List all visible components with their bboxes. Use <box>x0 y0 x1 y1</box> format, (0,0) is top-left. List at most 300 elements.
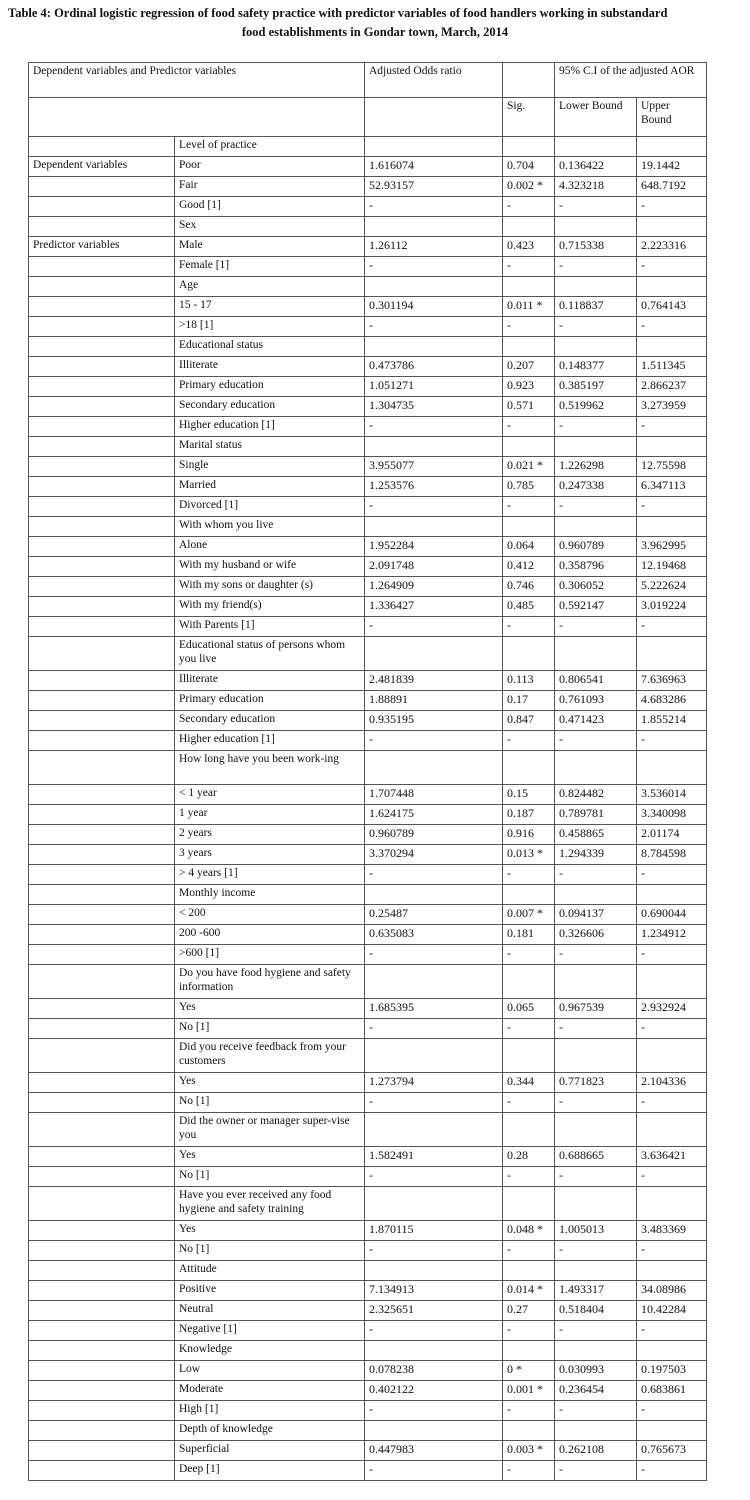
row-aor-cell: - <box>365 1167 503 1187</box>
row-group-cell <box>29 537 175 557</box>
row-variable-cell: Yes <box>175 1073 365 1093</box>
row-aor-cell: 0.402122 <box>365 1381 503 1401</box>
header-blank <box>503 63 555 98</box>
row-upper-cell <box>637 217 707 237</box>
row-group-cell <box>29 1167 175 1187</box>
row-variable-cell: 15 - 17 <box>175 297 365 317</box>
row-variable-cell: Educational status of persons whom you live <box>175 637 365 671</box>
row-aor-cell: - <box>365 1401 503 1421</box>
row-variable-cell: Superficial <box>175 1441 365 1461</box>
row-sig-cell: - <box>503 617 555 637</box>
row-aor-cell: 1.304735 <box>365 397 503 417</box>
row-lower-cell <box>555 1039 637 1073</box>
row-variable-cell: Educational status <box>175 337 365 357</box>
table-row <box>29 711 707 731</box>
row-sig-cell: 0.27 <box>503 1301 555 1321</box>
row-group-cell <box>29 197 175 217</box>
row-variable-cell: Depth of knowledge <box>175 1421 365 1441</box>
row-sig-cell: 0.28 <box>503 1147 555 1167</box>
row-group-cell <box>29 457 175 477</box>
row-group-cell <box>29 1073 175 1093</box>
row-group-cell <box>29 277 175 297</box>
row-upper-cell: 12.75598 <box>637 457 707 477</box>
row-upper-cell <box>637 1421 707 1441</box>
row-group-cell <box>29 437 175 457</box>
row-lower-cell: 0.030993 <box>555 1361 637 1381</box>
table-row <box>29 691 707 711</box>
row-variable-cell: Monthly income <box>175 885 365 905</box>
row-upper-cell: 0.683861 <box>637 1381 707 1401</box>
row-sig-cell: 0.014 * <box>503 1281 555 1301</box>
row-group-cell <box>29 1421 175 1441</box>
row-variable-cell: Married <box>175 477 365 497</box>
row-upper-cell: 1.511345 <box>637 357 707 377</box>
header-upper: Upper Bound <box>637 98 707 137</box>
row-group-cell <box>29 1301 175 1321</box>
row-upper-cell <box>637 1341 707 1361</box>
header-empty-aor <box>365 98 503 137</box>
row-variable-cell: Higher education [1] <box>175 731 365 751</box>
table-row <box>29 297 707 317</box>
row-aor-cell <box>365 751 503 785</box>
row-variable-cell: Neutral <box>175 1301 365 1321</box>
row-upper-cell: - <box>637 1019 707 1039</box>
header-lower: Lower Bound <box>555 98 637 137</box>
row-lower-cell <box>555 517 637 537</box>
row-group-cell: Predictor variables <box>29 237 175 257</box>
row-variable-cell: Sex <box>175 217 365 237</box>
row-upper-cell: 3.636421 <box>637 1147 707 1167</box>
row-sig-cell: 0.344 <box>503 1073 555 1093</box>
table-row <box>29 805 707 825</box>
table-row <box>29 217 707 237</box>
row-aor-cell: 0.960789 <box>365 825 503 845</box>
row-variable-cell: Level of practice <box>175 137 365 157</box>
row-lower-cell: 1.294339 <box>555 845 637 865</box>
table-row <box>29 517 707 537</box>
row-sig-cell <box>503 277 555 297</box>
row-sig-cell <box>503 1261 555 1281</box>
row-variable-cell: Knowledge <box>175 1341 365 1361</box>
row-aor-cell: 1.582491 <box>365 1147 503 1167</box>
table-row <box>29 437 707 457</box>
row-lower-cell <box>555 337 637 357</box>
row-variable-cell: Primary education <box>175 377 365 397</box>
row-variable-cell: Did the owner or manager super-vise you <box>175 1113 365 1147</box>
row-lower-cell: 0.326606 <box>555 925 637 945</box>
row-lower-cell: - <box>555 197 637 217</box>
row-sig-cell: 0.003 * <box>503 1441 555 1461</box>
row-aor-cell <box>365 437 503 457</box>
row-lower-cell: - <box>555 731 637 751</box>
row-upper-cell: - <box>637 1241 707 1261</box>
table-row <box>29 885 707 905</box>
row-variable-cell: No [1] <box>175 1167 365 1187</box>
table-row <box>29 925 707 945</box>
row-variable-cell: 1 year <box>175 805 365 825</box>
row-group-cell <box>29 1401 175 1421</box>
row-lower-cell: - <box>555 257 637 277</box>
row-sig-cell: 0.064 <box>503 537 555 557</box>
row-upper-cell: 2.932924 <box>637 999 707 1019</box>
row-sig-cell <box>503 965 555 999</box>
row-lower-cell: 0.236454 <box>555 1381 637 1401</box>
table-row <box>29 865 707 885</box>
row-lower-cell: - <box>555 1241 637 1261</box>
header-row-2 <box>29 98 707 137</box>
row-group-cell <box>29 177 175 197</box>
row-variable-cell: Have you ever received any food hygiene and safety training <box>175 1187 365 1221</box>
row-upper-cell: - <box>637 1093 707 1113</box>
row-lower-cell <box>555 1421 637 1441</box>
row-aor-cell: 1.88891 <box>365 691 503 711</box>
table-row <box>29 1321 707 1341</box>
table-row <box>29 999 707 1019</box>
row-sig-cell: 0.113 <box>503 671 555 691</box>
row-group-cell <box>29 497 175 517</box>
row-group-cell <box>29 825 175 845</box>
row-aor-cell: 1.273794 <box>365 1073 503 1093</box>
row-sig-cell: 0.187 <box>503 805 555 825</box>
row-lower-cell <box>555 1261 637 1281</box>
table-row <box>29 785 707 805</box>
row-aor-cell: - <box>365 197 503 217</box>
table-row <box>29 1461 707 1481</box>
row-aor-cell: 1.26112 <box>365 237 503 257</box>
row-sig-cell: 0.847 <box>503 711 555 731</box>
row-upper-cell: 6.347113 <box>637 477 707 497</box>
row-upper-cell: 3.273959 <box>637 397 707 417</box>
row-group-cell <box>29 577 175 597</box>
row-group-cell <box>29 597 175 617</box>
row-sig-cell: - <box>503 1461 555 1481</box>
regression-table <box>28 62 707 1481</box>
row-aor-cell: 1.253576 <box>365 477 503 497</box>
row-upper-cell: 2.223316 <box>637 237 707 257</box>
row-upper-cell: - <box>637 1461 707 1481</box>
table-row <box>29 1301 707 1321</box>
row-aor-cell: 1.870115 <box>365 1221 503 1241</box>
table-row <box>29 1113 707 1147</box>
table-row <box>29 477 707 497</box>
row-variable-cell: Yes <box>175 999 365 1019</box>
row-upper-cell: - <box>637 617 707 637</box>
row-aor-cell: - <box>365 865 503 885</box>
row-upper-cell <box>637 277 707 297</box>
row-group-cell <box>29 337 175 357</box>
row-sig-cell: 0.746 <box>503 577 555 597</box>
row-aor-cell: 0.447983 <box>365 1441 503 1461</box>
table-row <box>29 1401 707 1421</box>
row-sig-cell: 0.485 <box>503 597 555 617</box>
table-row <box>29 751 707 785</box>
row-group-cell <box>29 1341 175 1361</box>
row-sig-cell: 0.207 <box>503 357 555 377</box>
row-lower-cell: 0.385197 <box>555 377 637 397</box>
row-variable-cell: Yes <box>175 1147 365 1167</box>
row-group-cell <box>29 257 175 277</box>
table-caption <box>0 4 750 42</box>
row-variable-cell: Age <box>175 277 365 297</box>
table-row <box>29 1241 707 1261</box>
row-lower-cell: - <box>555 1401 637 1421</box>
row-group-cell <box>29 785 175 805</box>
row-upper-cell: 3.536014 <box>637 785 707 805</box>
row-variable-cell: >600 [1] <box>175 945 365 965</box>
table-row <box>29 317 707 337</box>
row-group-cell <box>29 617 175 637</box>
row-aor-cell <box>365 217 503 237</box>
row-sig-cell <box>503 217 555 237</box>
row-upper-cell <box>637 885 707 905</box>
row-aor-cell <box>365 885 503 905</box>
row-sig-cell: - <box>503 1019 555 1039</box>
row-lower-cell <box>555 751 637 785</box>
row-variable-cell: With my friend(s) <box>175 597 365 617</box>
row-sig-cell: - <box>503 1401 555 1421</box>
table-row <box>29 1221 707 1241</box>
row-aor-cell: - <box>365 945 503 965</box>
row-sig-cell <box>503 1113 555 1147</box>
row-variable-cell: No [1] <box>175 1093 365 1113</box>
row-variable-cell: With whom you live <box>175 517 365 537</box>
row-sig-cell: 0.002 * <box>503 177 555 197</box>
row-sig-cell <box>503 1187 555 1221</box>
row-aor-cell: - <box>365 617 503 637</box>
row-upper-cell: 5.222624 <box>637 577 707 597</box>
row-variable-cell: Female [1] <box>175 257 365 277</box>
row-aor-cell <box>365 965 503 999</box>
row-group-cell <box>29 1221 175 1241</box>
row-upper-cell: 0.765673 <box>637 1441 707 1461</box>
row-lower-cell: - <box>555 417 637 437</box>
table-row <box>29 197 707 217</box>
row-lower-cell <box>555 1113 637 1147</box>
row-group-cell <box>29 751 175 785</box>
row-variable-cell: Yes <box>175 1221 365 1241</box>
row-upper-cell <box>637 137 707 157</box>
row-upper-cell: 34.08986 <box>637 1281 707 1301</box>
row-group-cell <box>29 1321 175 1341</box>
row-upper-cell: 648.7192 <box>637 177 707 197</box>
row-group-cell <box>29 137 175 157</box>
row-variable-cell: Single <box>175 457 365 477</box>
table-row <box>29 1187 707 1221</box>
row-sig-cell: 0.065 <box>503 999 555 1019</box>
row-lower-cell: 0.806541 <box>555 671 637 691</box>
header-ci: 95% C.I of the adjusted AOR <box>555 63 707 98</box>
table-row <box>29 337 707 357</box>
row-aor-cell <box>365 337 503 357</box>
row-group-cell <box>29 885 175 905</box>
table-row <box>29 1093 707 1113</box>
row-aor-cell: 7.134913 <box>365 1281 503 1301</box>
row-aor-cell <box>365 1039 503 1073</box>
table-row <box>29 1019 707 1039</box>
header-dep-pred: Dependent variables and Predictor variables <box>29 63 365 98</box>
row-upper-cell: 19.1442 <box>637 157 707 177</box>
row-group-cell <box>29 845 175 865</box>
table-row <box>29 557 707 577</box>
row-group-cell <box>29 557 175 577</box>
row-variable-cell: Illiterate <box>175 671 365 691</box>
row-variable-cell: Poor <box>175 157 365 177</box>
row-upper-cell: - <box>637 1321 707 1341</box>
header-row-1 <box>29 63 707 98</box>
row-lower-cell: 0.592147 <box>555 597 637 617</box>
table-row <box>29 1073 707 1093</box>
row-upper-cell: 3.483369 <box>637 1221 707 1241</box>
row-lower-cell: - <box>555 497 637 517</box>
row-sig-cell <box>503 337 555 357</box>
row-group-cell <box>29 1461 175 1481</box>
row-aor-cell <box>365 137 503 157</box>
row-group-cell <box>29 1441 175 1461</box>
row-sig-cell: 0.704 <box>503 157 555 177</box>
row-sig-cell: - <box>503 1167 555 1187</box>
table-row <box>29 845 707 865</box>
row-group-cell <box>29 1241 175 1261</box>
row-variable-cell: Higher education [1] <box>175 417 365 437</box>
row-upper-cell: 1.855214 <box>637 711 707 731</box>
table-row <box>29 637 707 671</box>
row-group-cell <box>29 1381 175 1401</box>
row-upper-cell <box>637 337 707 357</box>
row-variable-cell: No [1] <box>175 1019 365 1039</box>
row-aor-cell: - <box>365 1321 503 1341</box>
row-variable-cell: 3 years <box>175 845 365 865</box>
table-row <box>29 731 707 751</box>
row-group-cell <box>29 477 175 497</box>
row-lower-cell: 0.688665 <box>555 1147 637 1167</box>
row-aor-cell: 2.091748 <box>365 557 503 577</box>
row-upper-cell: 2.104336 <box>637 1073 707 1093</box>
row-variable-cell: Good [1] <box>175 197 365 217</box>
row-upper-cell: - <box>637 731 707 751</box>
row-group-cell <box>29 1113 175 1147</box>
row-aor-cell: 2.481839 <box>365 671 503 691</box>
row-aor-cell <box>365 1113 503 1147</box>
row-group-cell <box>29 711 175 731</box>
table-row <box>29 1281 707 1301</box>
table-row <box>29 1361 707 1381</box>
row-lower-cell: 0.715338 <box>555 237 637 257</box>
row-lower-cell: - <box>555 1019 637 1039</box>
row-sig-cell <box>503 885 555 905</box>
row-aor-cell <box>365 1421 503 1441</box>
row-aor-cell: - <box>365 1461 503 1481</box>
row-lower-cell: 0.358796 <box>555 557 637 577</box>
table-row <box>29 905 707 925</box>
row-group-cell <box>29 297 175 317</box>
row-group-cell <box>29 691 175 711</box>
row-upper-cell: - <box>637 497 707 517</box>
row-upper-cell <box>637 517 707 537</box>
row-group-cell <box>29 1093 175 1113</box>
row-upper-cell <box>637 437 707 457</box>
row-lower-cell <box>555 277 637 297</box>
row-upper-cell: 0.764143 <box>637 297 707 317</box>
row-group-cell <box>29 397 175 417</box>
row-sig-cell: - <box>503 1321 555 1341</box>
row-variable-cell: 200 -600 <box>175 925 365 945</box>
row-variable-cell: How long have you been work-ing <box>175 751 365 785</box>
row-group-cell <box>29 1019 175 1039</box>
row-aor-cell: 0.25487 <box>365 905 503 925</box>
row-lower-cell: - <box>555 317 637 337</box>
table-row <box>29 457 707 477</box>
row-lower-cell: 4.323218 <box>555 177 637 197</box>
table-row <box>29 417 707 437</box>
row-sig-cell: 0.412 <box>503 557 555 577</box>
row-upper-cell: 2.866237 <box>637 377 707 397</box>
row-sig-cell <box>503 437 555 457</box>
row-upper-cell: 3.962995 <box>637 537 707 557</box>
row-lower-cell: 0.458865 <box>555 825 637 845</box>
row-group-cell <box>29 217 175 237</box>
row-group-cell <box>29 945 175 965</box>
row-aor-cell: 1.616074 <box>365 157 503 177</box>
row-upper-cell: 3.019224 <box>637 597 707 617</box>
row-upper-cell: 12.19468 <box>637 557 707 577</box>
row-variable-cell: Secondary education <box>175 397 365 417</box>
row-aor-cell <box>365 1187 503 1221</box>
row-variable-cell: Alone <box>175 537 365 557</box>
row-aor-cell <box>365 637 503 671</box>
row-variable-cell: < 200 <box>175 905 365 925</box>
row-lower-cell <box>555 637 637 671</box>
row-variable-cell: > 4 years [1] <box>175 865 365 885</box>
row-variable-cell: Marital status <box>175 437 365 457</box>
row-aor-cell: 2.325651 <box>365 1301 503 1321</box>
row-aor-cell: - <box>365 257 503 277</box>
row-group-cell <box>29 925 175 945</box>
row-variable-cell: Negative [1] <box>175 1321 365 1341</box>
row-sig-cell <box>503 1341 555 1361</box>
row-lower-cell <box>555 217 637 237</box>
row-upper-cell: - <box>637 197 707 217</box>
table-row <box>29 577 707 597</box>
row-aor-cell: 1.707448 <box>365 785 503 805</box>
row-sig-cell: 0.785 <box>503 477 555 497</box>
row-variable-cell: 2 years <box>175 825 365 845</box>
row-variable-cell: >18 [1] <box>175 317 365 337</box>
row-aor-cell: 1.624175 <box>365 805 503 825</box>
row-sig-cell: 0.916 <box>503 825 555 845</box>
row-sig-cell: - <box>503 317 555 337</box>
row-lower-cell: - <box>555 617 637 637</box>
table-row <box>29 177 707 197</box>
row-sig-cell: - <box>503 1093 555 1113</box>
row-variable-cell: With my sons or daughter (s) <box>175 577 365 597</box>
table-row <box>29 945 707 965</box>
row-sig-cell <box>503 137 555 157</box>
row-upper-cell: 0.690044 <box>637 905 707 925</box>
header-empty <box>29 98 365 137</box>
row-lower-cell: 1.005013 <box>555 1221 637 1241</box>
row-lower-cell <box>555 1187 637 1221</box>
row-sig-cell: 0.571 <box>503 397 555 417</box>
row-lower-cell: 0.960789 <box>555 537 637 557</box>
row-aor-cell: - <box>365 1241 503 1261</box>
row-variable-cell: Deep [1] <box>175 1461 365 1481</box>
table-row <box>29 597 707 617</box>
table-row <box>29 1147 707 1167</box>
row-variable-cell: Secondary education <box>175 711 365 731</box>
row-group-cell <box>29 905 175 925</box>
row-variable-cell: Primary education <box>175 691 365 711</box>
row-group-cell: Dependent variables <box>29 157 175 177</box>
